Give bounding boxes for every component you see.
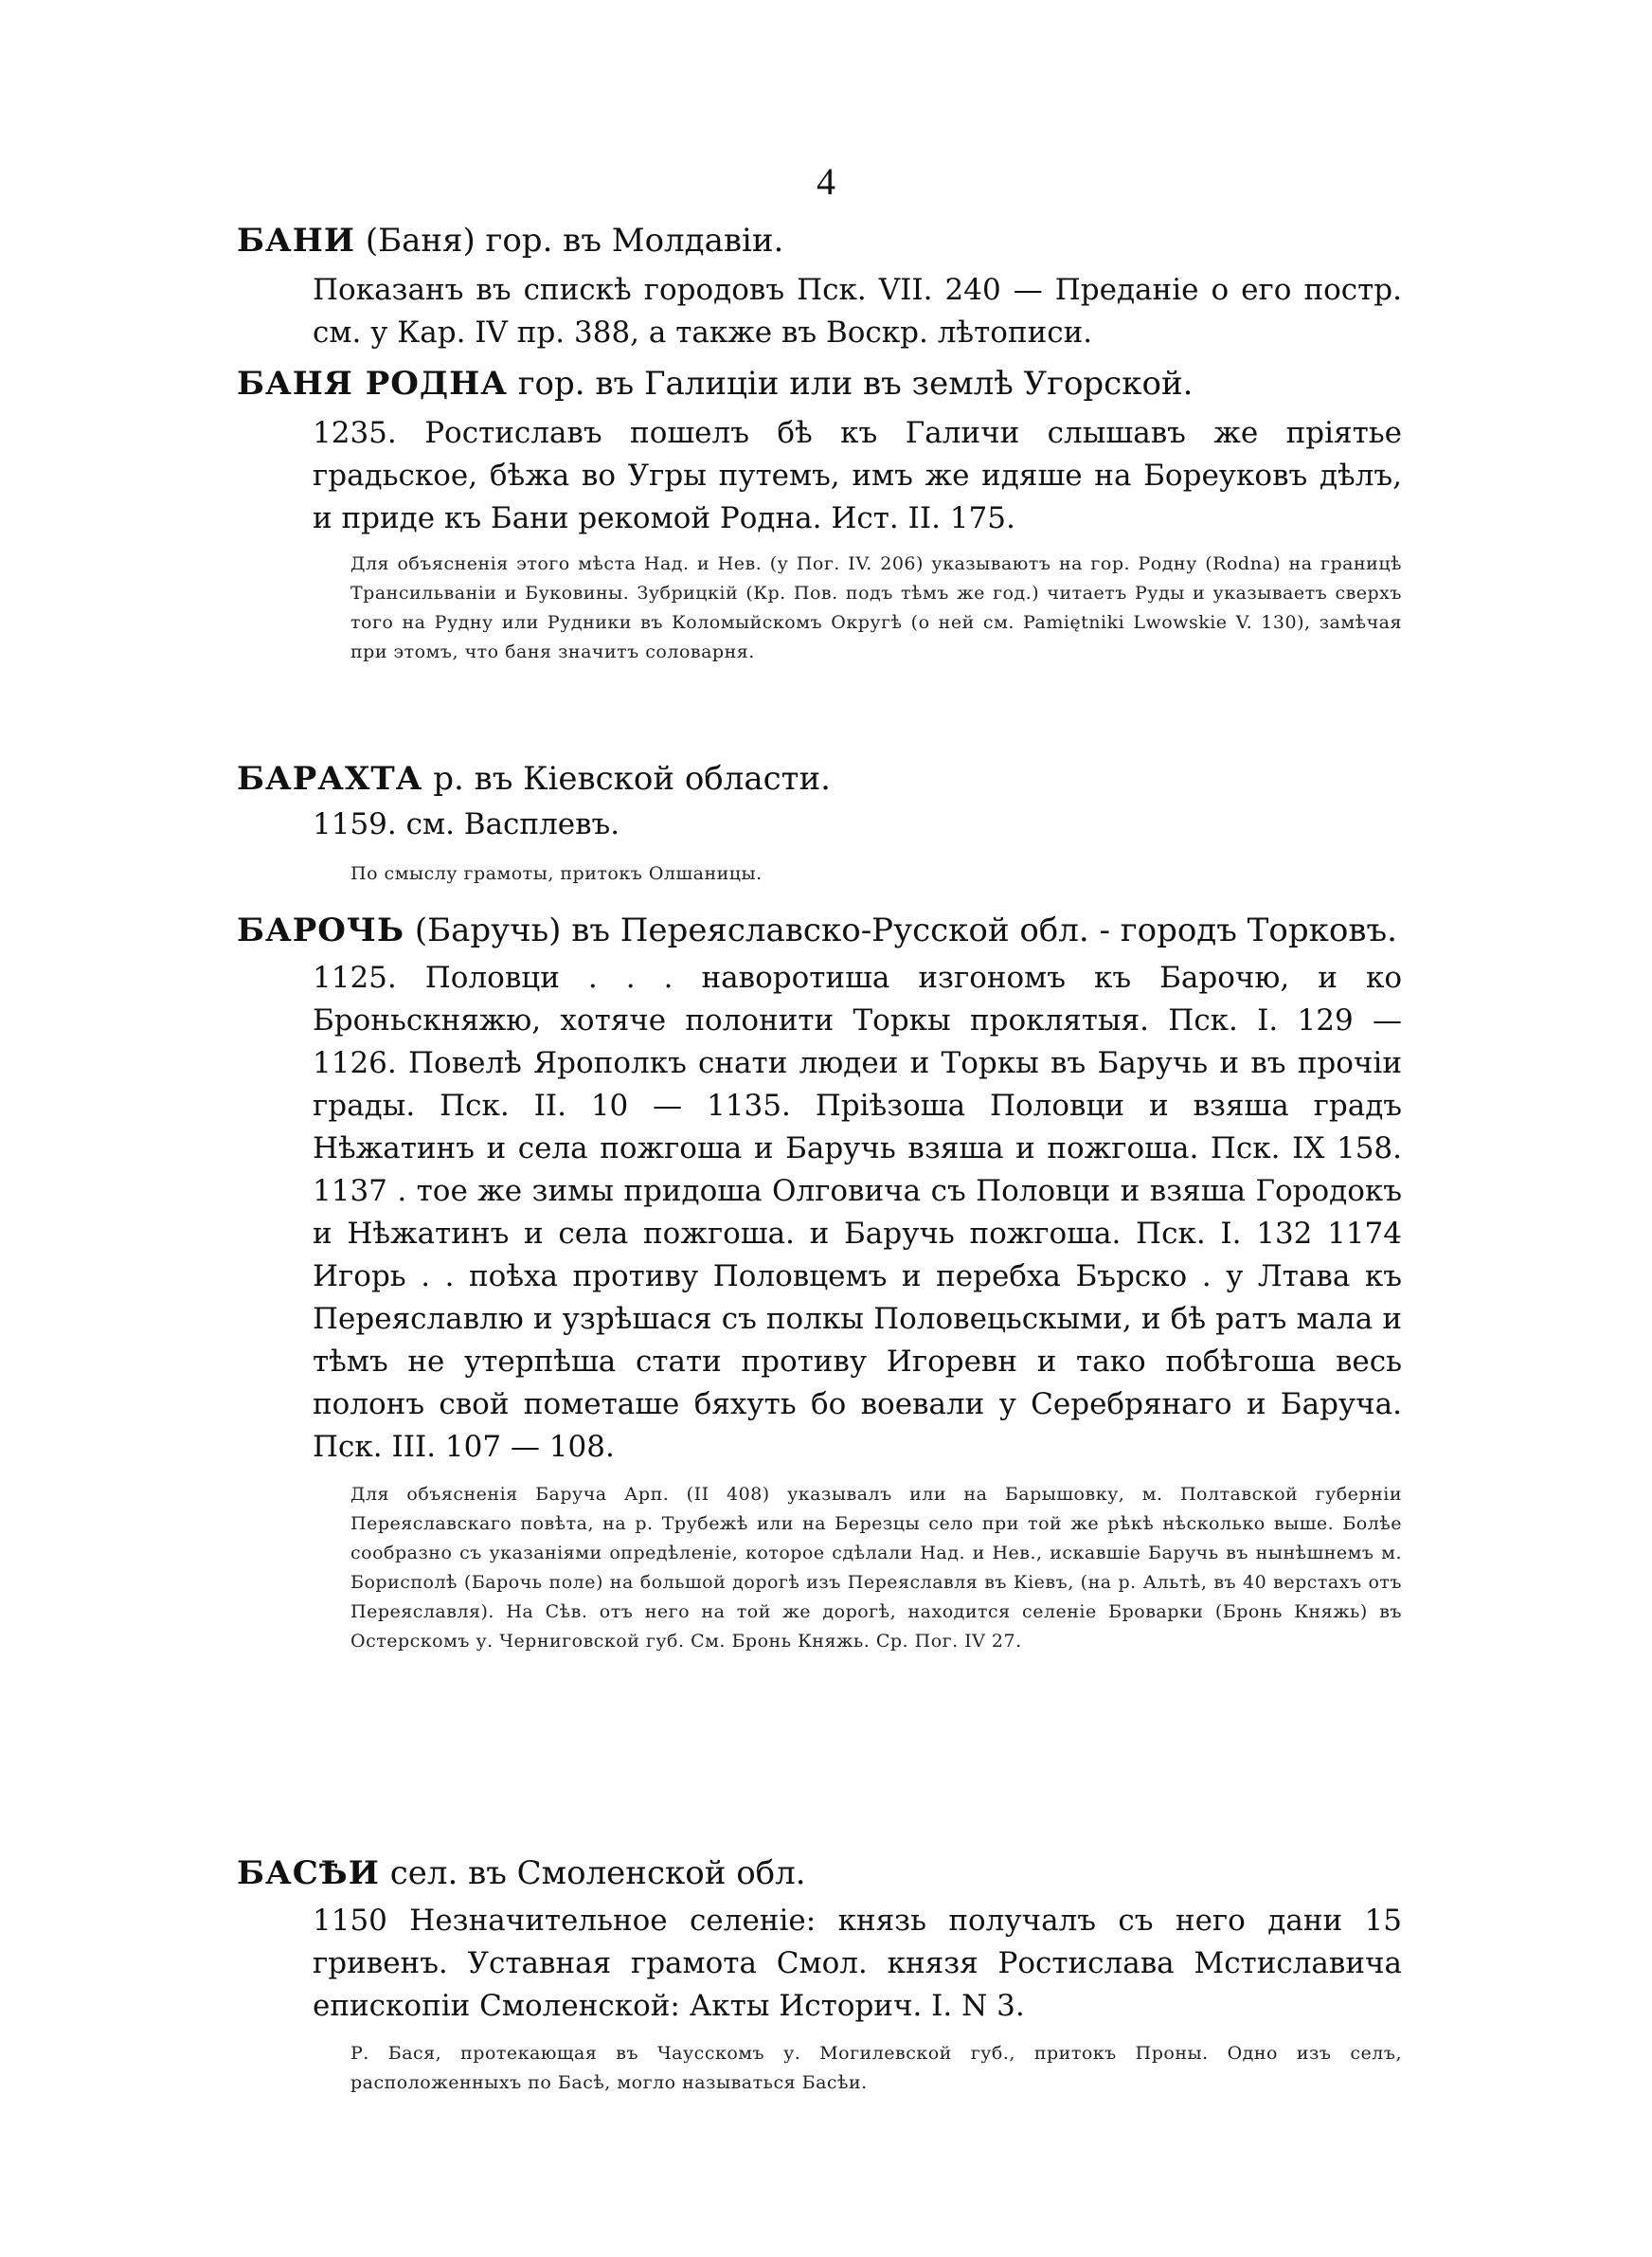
entry-body: 1235. Ростиславъ пошелъ бѣ къ Галичи слышавъ же пріятье градьское, бѣжа во Угры путемъ, имъ же идяше на Бореуковъ дѣлъ, и приде къ Бани рекомой Родна. Ист. II. 175. (313, 416, 1402, 535)
headword: БАРОЧЬ (237, 912, 405, 949)
headword: БАСѢИ (237, 1854, 380, 1892)
entry-body: Показанъ въ спискѣ городовъ Пск. VII. 240 — Преданіе о его постр. см. у Кар. IV пр. 388, а также въ Воскр. лѣтописи. (313, 273, 1402, 350)
headword-description: (Баня) гор. въ Молдавіи. (365, 222, 784, 260)
headword-description: (Баручь) въ Переяславско-Русской обл. - городъ Торковъ. (414, 912, 1397, 949)
dictionary-entry-baroch (237, 910, 1421, 1656)
entry-heading (237, 758, 1421, 800)
entry-heading (237, 910, 1421, 951)
entry-note: По смыслу грамоты, притокъ Олшаницы. (350, 863, 763, 884)
headword-description: гор. въ Галиціи или въ землѣ Угорской. (517, 365, 1194, 403)
entry-note: Для объясненія этого мѣста Над. и Нев. (у Пог. IV. 206) указываютъ на гор. Родну (Rodna) на границѣ Трансильваніи и Буковины. Зубрицкій (Кр. Пов. подъ тѣмъ же год.) читаетъ Руды и указываетъ сверхъ того на Рудну или Рудники въ Коломыйскомъ Округѣ (о ней см. Pamiętniki Lwowskie V. 130), замѣчая при этомъ, что баня значитъ соловарня. (350, 553, 1402, 662)
entry-heading (237, 220, 1421, 262)
dictionary-entry-banya-rodna (237, 363, 1421, 667)
entry-note: Р. Бася, протекающая въ Чаусскомъ у. Могилевской губ., притокъ Проны. Одно изъ селъ, расположенныхъ по Басѣ, могло называться Басѣи. (350, 2043, 1402, 2093)
entry-body: 1159. см. Васплевъ. (313, 807, 620, 841)
entry-body: 1150 Незначительное селеніе: князь получалъ съ него дани 15 гривенъ. Уставная грамота Смол. князя Ростислава Мстиславича епископіи Смоленской: Акты Историч. I. N 3. (313, 1904, 1402, 2023)
dictionary-entry-basei (237, 1852, 1421, 2098)
entry-heading (237, 363, 1421, 405)
headword: БАРАХТА (237, 760, 423, 798)
entry-note: Для объясненія Баруча Арп. (II 408) указывалъ или на Барышовку, м. Полтавской губерніи Переяславскаго повѣта, на р. Трубежѣ или на Березцы село при той же рѣкѣ нѣсколько выше. Болѣе сообразно съ указаніями опредѣленіе, которое сдѣлали Над. и Нев., искавшіе Баручь въ нынѣшнемъ м. Борисполѣ (Барочь поле) на большой дорогѣ изъ Переяславля въ Кіевъ, (на р. Альтѣ, въ 40 верстахъ отъ Переяславля). На Сѣв. отъ него на той же дорогѣ, находится селеніе Броварки (Бронь Княжь) въ Остерскомъ у. Черниговской губ. См. Бронь Княжь. Ср. Пог. IV 27. (350, 1484, 1402, 1652)
page-number: 4 (817, 160, 835, 203)
entry-heading (237, 1852, 1421, 1894)
headword: БАНЯ РОДНА (237, 365, 508, 403)
entry-body: 1125. Половци . . . наворотиша изгономъ къ Барочю, и ко Броньскняжю, хотяче полонити Торкы проклятыя. Пск. I. 129 — 1126. Повелѣ Ярополкъ снати людеи и Торкы въ Баручь и въ прочіи грады. Пск. II. 10 — 1135. Пріѣзоша Половци и взяша градъ Нѣжатинъ и села пожгоша и Баручь взяша и пожгоша. Пск. IX 158. 1137 . тое же зимы придоша Олговича съ Половци и взяша Городокъ и Нѣжатинъ и села пожгоша. и Баручь пожгоша. Пск. I. 132 1174 Игорь . . поѣха противу Половцемъ и перебха Бърско . у Лтава къ Переяславлю и узрѣшася съ полкы Половецьскыми, и бѣ ратъ мала и тѣмъ не утерпѣша стати противу Игоревн и тако побѣгоша весь полонъ свой пометаше бяхуть бо воевали у Серебрянаго и Баруча. Пск. III. 107 — 108. (313, 961, 1402, 1464)
headword: БАНИ (237, 222, 355, 260)
dictionary-entry-barakhta (237, 758, 1421, 889)
dictionary-entry-bani (237, 220, 1421, 354)
headword-description: р. въ Кіевской области. (433, 760, 831, 798)
headword-description: сел. въ Смоленской обл. (389, 1854, 806, 1892)
